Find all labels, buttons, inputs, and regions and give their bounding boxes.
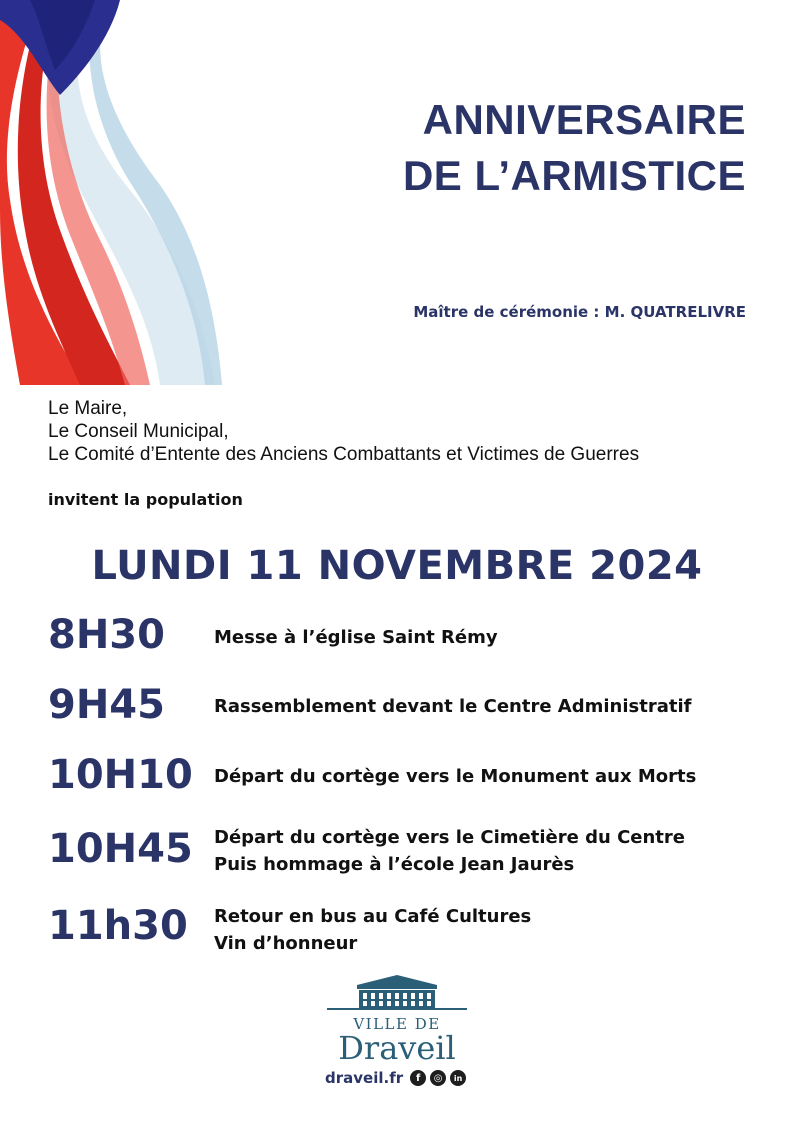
host-committee: Le Comité d’Entente des Anciens Combattants et Victimes de Guerres	[48, 444, 640, 465]
schedule-time: 10H45	[48, 826, 193, 872]
title-line-1: ANNIVERSAIRE	[422, 96, 746, 143]
schedule-description: Départ du cortège vers le Cimetière du Centre	[214, 827, 685, 848]
host-mayor: Le Maire,	[48, 398, 128, 419]
town-hall-icon	[327, 973, 467, 1011]
schedule-description: Départ du cortège vers le Monument aux Morts	[214, 766, 697, 787]
website-link[interactable]: draveil.fr	[325, 1069, 404, 1087]
logo-draveil: Draveil	[338, 1029, 456, 1067]
schedule-description: Puis hommage à l’école Jean Jaurès	[214, 854, 575, 875]
schedule-description: Messe à l’église Saint Rémy	[214, 627, 498, 648]
schedule-time: 8H30	[48, 612, 165, 658]
flag-ribbon-illustration	[0, 0, 230, 385]
website-social-row	[325, 1069, 466, 1087]
page-title	[403, 92, 746, 204]
linkedin-icon[interactable]: in	[450, 1070, 466, 1086]
host-council: Le Conseil Municipal,	[48, 421, 229, 442]
title-line-2: DE L’ARMISTICE	[402, 152, 746, 199]
schedule-description: Retour en bus au Café Cultures	[214, 906, 532, 927]
schedule-time: 11h30	[48, 903, 188, 949]
logo-ville-de: VILLE DE	[353, 1015, 441, 1033]
event-date: LUNDI 11 NOVEMBRE 2024	[91, 543, 703, 589]
ceremony-master: Maître de cérémonie : M. QUATRELIVRE	[413, 303, 746, 321]
hosts-list	[48, 397, 639, 466]
facebook-icon[interactable]: f	[410, 1070, 426, 1086]
ville-de-draveil-logo	[322, 973, 472, 1065]
invite-text: invitent la population	[48, 490, 243, 509]
schedule-time: 9H45	[48, 682, 165, 728]
schedule-time: 10H10	[48, 752, 193, 798]
schedule-description: Rassemblement devant le Centre Administratif	[214, 696, 692, 717]
schedule-description: Vin d’honneur	[214, 933, 358, 954]
instagram-icon[interactable]: ◎	[430, 1070, 446, 1086]
